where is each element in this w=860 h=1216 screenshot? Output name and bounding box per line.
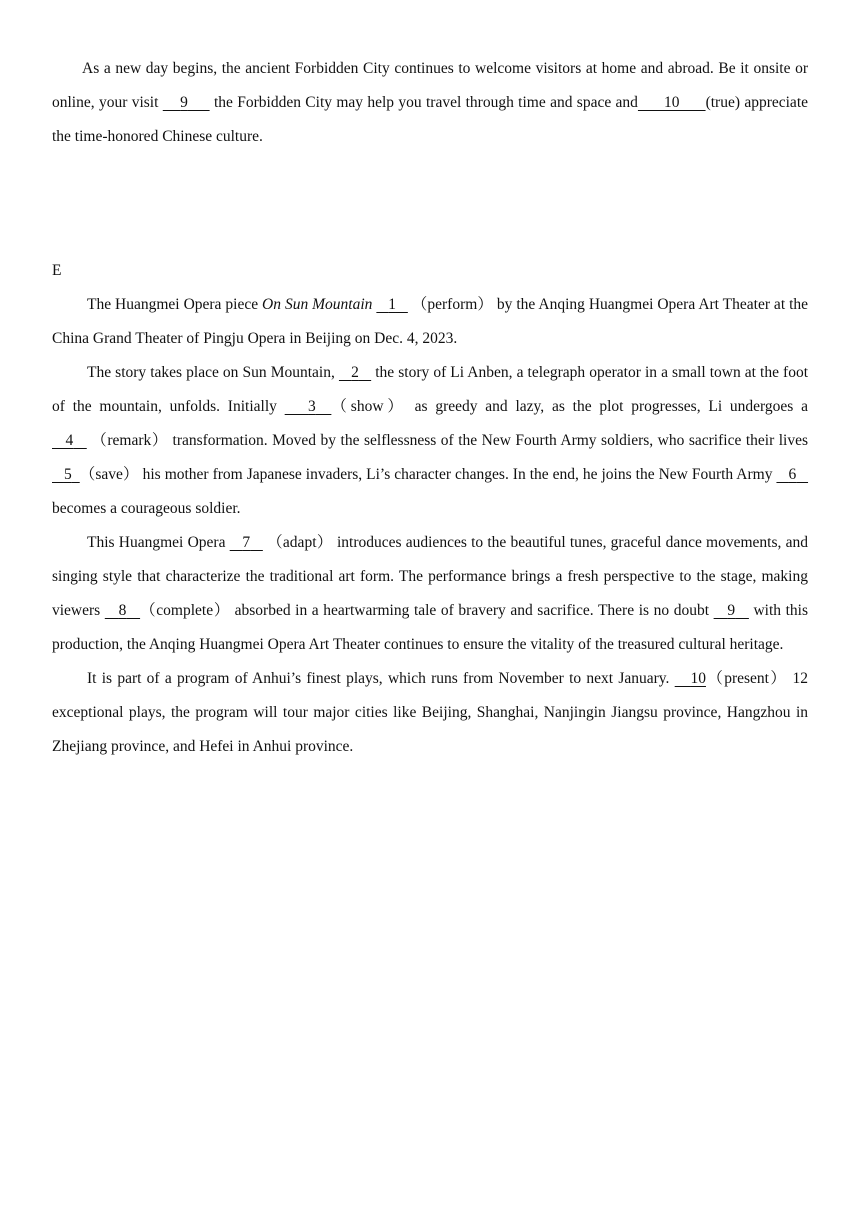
- blank-10-e: 10: [690, 670, 706, 687]
- paragraph-text: his mother from Japanese invaders, Li’s character changes. In the end, he joins the New Fourth Army: [142, 466, 777, 483]
- paragraph-text: the story of Li Anben, a telegraph operator in a small town at the foot of the mountain, unfolds. Initially: [52, 364, 809, 415]
- blank-9-e: 9: [727, 602, 736, 619]
- paragraph-text: The story takes place on Sun Mountain,: [87, 364, 339, 381]
- paragraph-text: The Huangmei Opera piece: [87, 296, 263, 313]
- paragraph-text: 12 exceptional plays, the program will tour major cities like Beijing, Shanghai, Nanjingin Jiangsu province, Hangzhou in Zhejiang province, and Hefei in Anhui province.: [52, 670, 809, 755]
- passage-e: [52, 288, 808, 764]
- hint-adapt: （adapt）: [262, 534, 337, 551]
- passage-e-paragraph-1: [52, 288, 808, 356]
- blank-5: 5: [63, 466, 72, 483]
- blank-1: 1: [388, 296, 396, 313]
- blank-2: 2: [351, 364, 359, 381]
- hint-show: （show）: [331, 398, 415, 415]
- blank-9: 9: [180, 94, 188, 111]
- passage-d-text: As a new day begins, the ancient Forbidden City continues to welcome visitors at home and abroad. Be it onsite or online, your visit: [52, 60, 808, 111]
- exam-page: [52, 52, 809, 755]
- paragraph-text: absorbed in a heartwarming tale of bravery and sacrifice. There is no doubt: [234, 602, 714, 619]
- paragraph-text: with this production, the Anqing Huangmei Opera Art Theater continues to ensure the vitality of the treasured cultural heritage.: [52, 602, 809, 653]
- blank-3: 3: [308, 398, 316, 415]
- opera-title: On Sun Mountain: [262, 296, 373, 313]
- hint-complete: （complete）: [140, 602, 235, 619]
- paragraph-text: by the Anqing Huangmei Opera Art Theater at the China Grand Theater of Pingju Opera in Beijing on Dec. 4, 2023.: [52, 296, 809, 347]
- passage-d-closing-paragraph: [52, 52, 808, 154]
- blank-6: 6: [788, 466, 797, 483]
- hint-save: （save）: [79, 466, 143, 483]
- hint-remark: （remark）: [86, 432, 173, 449]
- blank-7: 7: [242, 534, 251, 551]
- passage-d-text: (true) appreciate the time-honored Chinese culture.: [52, 94, 808, 145]
- passage-e-paragraph-3: [52, 526, 808, 662]
- blank-8: 8: [118, 602, 127, 619]
- paragraph-text: introduces audiences to the beautiful tunes, graceful dance movements, and singing style that characterize the traditional art form. The performance brings a fresh perspective to the stage, making viewers: [52, 534, 809, 619]
- paragraph-text: It is part of a program of Anhui’s finest plays, which runs from November to next January.: [87, 670, 675, 687]
- passage-e-paragraph-2: [52, 356, 808, 526]
- passage-e-paragraph-4: [52, 662, 808, 764]
- blank-4: 4: [65, 432, 74, 449]
- hint-perform: （perform）: [407, 296, 497, 313]
- paragraph-text: becomes a courageous soldier.: [52, 500, 241, 517]
- blank-10: 10: [664, 94, 680, 111]
- paragraph-text: This Huangmei Opera: [87, 534, 230, 551]
- paragraph-text: as greedy and lazy, as the plot progresses, Li undergoes a: [414, 398, 809, 415]
- paragraph-text: transformation. Moved by the selflessness of the New Fourth Army soldiers, who sacrifice their lives: [172, 432, 809, 449]
- passage-d-text: the Forbidden City may help you travel through time and space and: [209, 94, 638, 111]
- section-label-e: E: [52, 262, 62, 279]
- hint-present: （present）: [705, 670, 793, 687]
